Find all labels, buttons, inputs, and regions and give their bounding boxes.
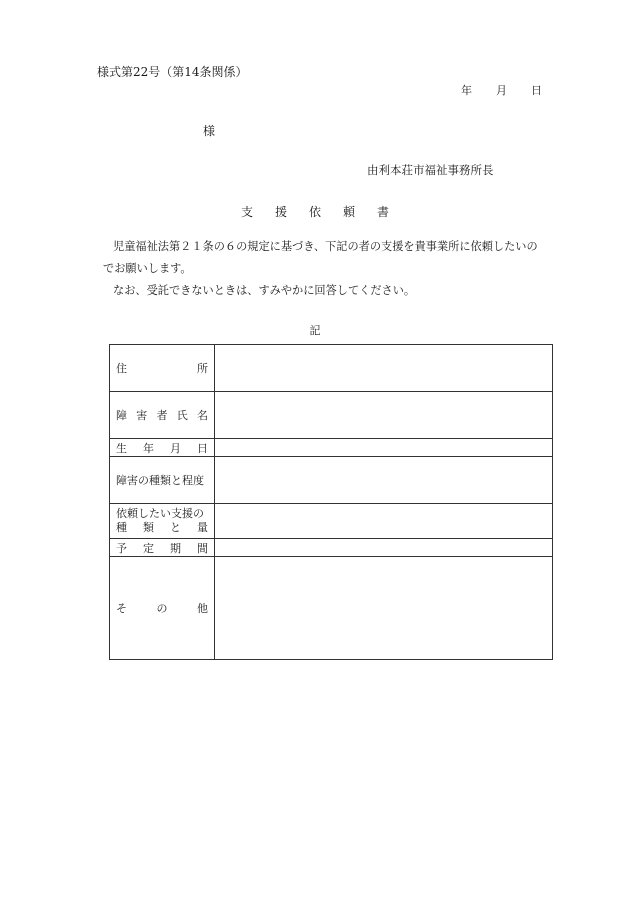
other-label: そ の 他: [110, 557, 215, 659]
ki-marker: 記: [309, 324, 321, 337]
other-field[interactable]: [215, 557, 552, 659]
name-field[interactable]: [215, 392, 552, 438]
address-label: 住 所: [110, 345, 215, 391]
date-month: 月: [496, 84, 507, 97]
date-line: [461, 82, 542, 98]
address-field[interactable]: [215, 345, 552, 391]
sender: 由利本荘市福祉事務所長: [367, 163, 494, 177]
schedule-label: 予 定 期 間: [110, 539, 215, 556]
support-field[interactable]: [215, 504, 552, 538]
name-label: 障 害 者 氏 名: [110, 392, 215, 438]
title-char: 依: [308, 205, 321, 219]
birthdate-label: 生 年 月 日: [110, 439, 215, 456]
request-form-table: [109, 344, 553, 660]
disability-field[interactable]: [215, 457, 552, 503]
addressee-suffix: 様: [203, 124, 216, 138]
title-char: 援: [274, 205, 287, 219]
birthdate-field[interactable]: [215, 439, 552, 456]
row-name: [110, 392, 552, 439]
row-birthdate: [110, 439, 552, 457]
disability-label: 障害の種類と程度: [110, 457, 215, 503]
title-char: 頼: [343, 205, 356, 219]
date-day: 日: [531, 84, 542, 97]
body-line-2: でお願いします。: [103, 262, 192, 275]
schedule-field[interactable]: [215, 539, 552, 556]
title-char: 書: [377, 205, 390, 219]
body-line-1: 児童福祉法第２１条の６の規定に基づき、下記の者の支援を貴事業所に依頼したいの: [113, 240, 538, 253]
support-label: 依頼したい支援の 種 類 と 量: [110, 504, 215, 538]
row-schedule: [110, 539, 552, 557]
body-line-3: なお、受託できないときは、すみやかに回答してください。: [113, 284, 416, 297]
date-year: 年: [461, 84, 472, 97]
document-title: [0, 203, 630, 220]
row-support: [110, 504, 552, 539]
row-disability: [110, 457, 552, 504]
row-address: [110, 345, 552, 392]
title-char: 支: [240, 205, 253, 219]
form-number: 様式第22号（第14条関係）: [97, 65, 248, 79]
row-other: [110, 557, 552, 659]
